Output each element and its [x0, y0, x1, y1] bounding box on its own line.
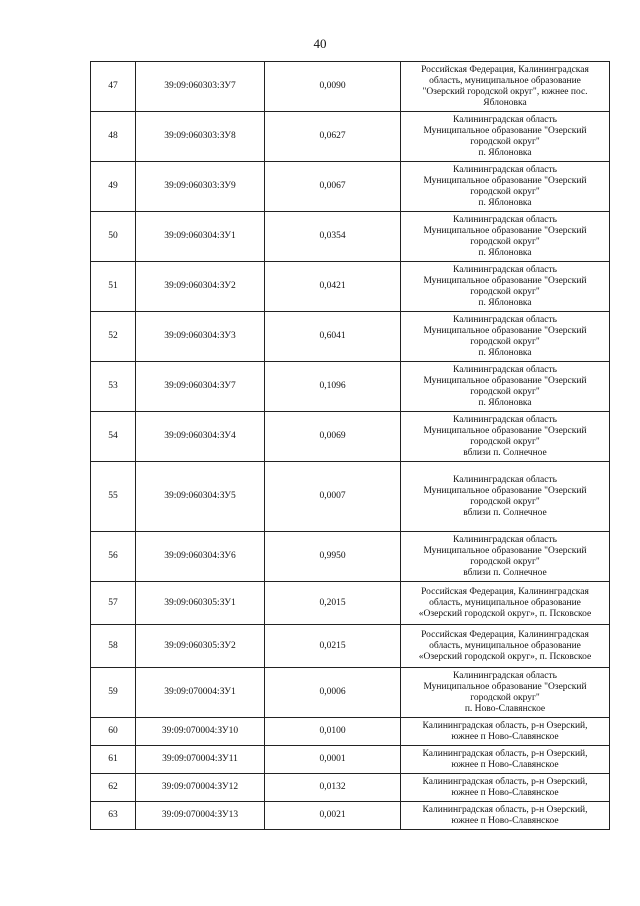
row-number-cell: 62	[91, 774, 136, 802]
row-number-cell: 49	[91, 162, 136, 212]
row-number-cell: 47	[91, 62, 136, 112]
area-cell: 0,1096	[265, 362, 401, 412]
location-cell: Российская Федерация, Калининградская область, муниципальное образование "Озерский городской округ", южнее пос. Яблоновка	[401, 62, 610, 112]
cadastral-number-cell: 39:09:070004:ЗУ11	[136, 746, 265, 774]
row-number-cell: 56	[91, 532, 136, 582]
area-cell: 0,0067	[265, 162, 401, 212]
page-number: 40	[313, 36, 327, 51]
location-cell: Российская Федерация, Калининградская область, муниципальное образование «Озерский городской округ», п. Псковское	[401, 625, 610, 668]
row-number-cell: 52	[91, 312, 136, 362]
location-cell: Калининградская область, р-н Озерский, южнее п Ново-Славянское	[401, 774, 610, 802]
row-number-cell: 58	[91, 625, 136, 668]
table-row	[91, 582, 610, 625]
table-row	[91, 668, 610, 718]
row-number-cell: 54	[91, 412, 136, 462]
cadastral-number-cell: 39:09:060304:ЗУ5	[136, 462, 265, 532]
row-number-cell: 55	[91, 462, 136, 532]
area-cell: 0,0354	[265, 212, 401, 262]
area-cell: 0,6041	[265, 312, 401, 362]
area-cell: 0,0215	[265, 625, 401, 668]
row-number-cell: 57	[91, 582, 136, 625]
area-cell: 0,0100	[265, 718, 401, 746]
area-cell: 0,0090	[265, 62, 401, 112]
cadastral-number-cell: 39:09:060303:ЗУ9	[136, 162, 265, 212]
table-row	[91, 462, 610, 532]
location-cell: Калининградская область Муниципальное образование "Озерский городской округ" п. Яблоновка	[401, 112, 610, 162]
location-cell: Калининградская область, р-н Озерский, южнее п Ново-Славянское	[401, 802, 610, 830]
cadastral-number-cell: 39:09:060304:ЗУ6	[136, 532, 265, 582]
row-number-cell: 61	[91, 746, 136, 774]
area-cell: 0,0007	[265, 462, 401, 532]
row-number-cell: 48	[91, 112, 136, 162]
table-row	[91, 112, 610, 162]
table-body	[91, 62, 610, 830]
location-cell: Калининградская область Муниципальное образование "Озерский городской округ" вблизи п. Солнечное	[401, 532, 610, 582]
location-cell: Калининградская область, р-н Озерский, южнее п Ново-Славянское	[401, 746, 610, 774]
table-row	[91, 746, 610, 774]
cadastral-number-cell: 39:09:060304:ЗУ4	[136, 412, 265, 462]
cadastral-number-cell: 39:09:060303:ЗУ7	[136, 62, 265, 112]
cadastral-number-cell: 39:09:060304:ЗУ1	[136, 212, 265, 262]
table-row	[91, 212, 610, 262]
location-cell: Калининградская область Муниципальное образование "Озерский городской округ" вблизи п. Солнечное	[401, 462, 610, 532]
location-cell: Калининградская область Муниципальное образование "Озерский городской округ" п. Яблоновка	[401, 212, 610, 262]
table-row	[91, 532, 610, 582]
cadastral-number-cell: 39:09:070004:ЗУ1	[136, 668, 265, 718]
location-cell: Калининградская область Муниципальное образование "Озерский городской округ" п. Яблоновка	[401, 262, 610, 312]
location-cell: Калининградская область Муниципальное образование "Озерский городской округ" п. Ново-Славянское	[401, 668, 610, 718]
area-cell: 0,0006	[265, 668, 401, 718]
area-cell: 0,0069	[265, 412, 401, 462]
area-cell: 0,0421	[265, 262, 401, 312]
row-number-cell: 51	[91, 262, 136, 312]
cadastral-number-cell: 39:09:060304:ЗУ7	[136, 362, 265, 412]
area-cell: 0,9950	[265, 532, 401, 582]
area-cell: 0,0627	[265, 112, 401, 162]
table-row	[91, 412, 610, 462]
table-row	[91, 802, 610, 830]
land-plots-table	[90, 61, 610, 830]
cadastral-number-cell: 39:09:060305:ЗУ1	[136, 582, 265, 625]
area-cell: 0,0132	[265, 774, 401, 802]
table-row	[91, 774, 610, 802]
location-cell: Калининградская область Муниципальное образование "Озерский городской округ" п. Яблоновка	[401, 362, 610, 412]
row-number-cell: 63	[91, 802, 136, 830]
cadastral-number-cell: 39:09:060303:ЗУ8	[136, 112, 265, 162]
cadastral-number-cell: 39:09:070004:ЗУ12	[136, 774, 265, 802]
location-cell: Калининградская область Муниципальное образование "Озерский городской округ" вблизи п. Солнечное	[401, 412, 610, 462]
row-number-cell: 60	[91, 718, 136, 746]
location-cell: Калининградская область Муниципальное образование "Озерский городской округ" п. Яблоновка	[401, 162, 610, 212]
area-cell: 0,0021	[265, 802, 401, 830]
row-number-cell: 50	[91, 212, 136, 262]
location-cell: Калининградская область, р-н Озерский, южнее п Ново-Славянское	[401, 718, 610, 746]
cadastral-number-cell: 39:09:070004:ЗУ13	[136, 802, 265, 830]
table-row	[91, 262, 610, 312]
area-cell: 0,0001	[265, 746, 401, 774]
table-row	[91, 312, 610, 362]
cadastral-number-cell: 39:09:070004:ЗУ10	[136, 718, 265, 746]
table-row	[91, 362, 610, 412]
cadastral-number-cell: 39:09:060304:ЗУ2	[136, 262, 265, 312]
table-row	[91, 718, 610, 746]
row-number-cell: 59	[91, 668, 136, 718]
cadastral-number-cell: 39:09:060304:ЗУ3	[136, 312, 265, 362]
row-number-cell: 53	[91, 362, 136, 412]
location-cell: Российская Федерация, Калининградская область, муниципальное образование «Озерский городской округ», п. Псковское	[401, 582, 610, 625]
table-row	[91, 625, 610, 668]
location-cell: Калининградская область Муниципальное образование "Озерский городской округ" п. Яблоновка	[401, 312, 610, 362]
table-row	[91, 62, 610, 112]
table-row	[91, 162, 610, 212]
cadastral-number-cell: 39:09:060305:ЗУ2	[136, 625, 265, 668]
area-cell: 0,2015	[265, 582, 401, 625]
